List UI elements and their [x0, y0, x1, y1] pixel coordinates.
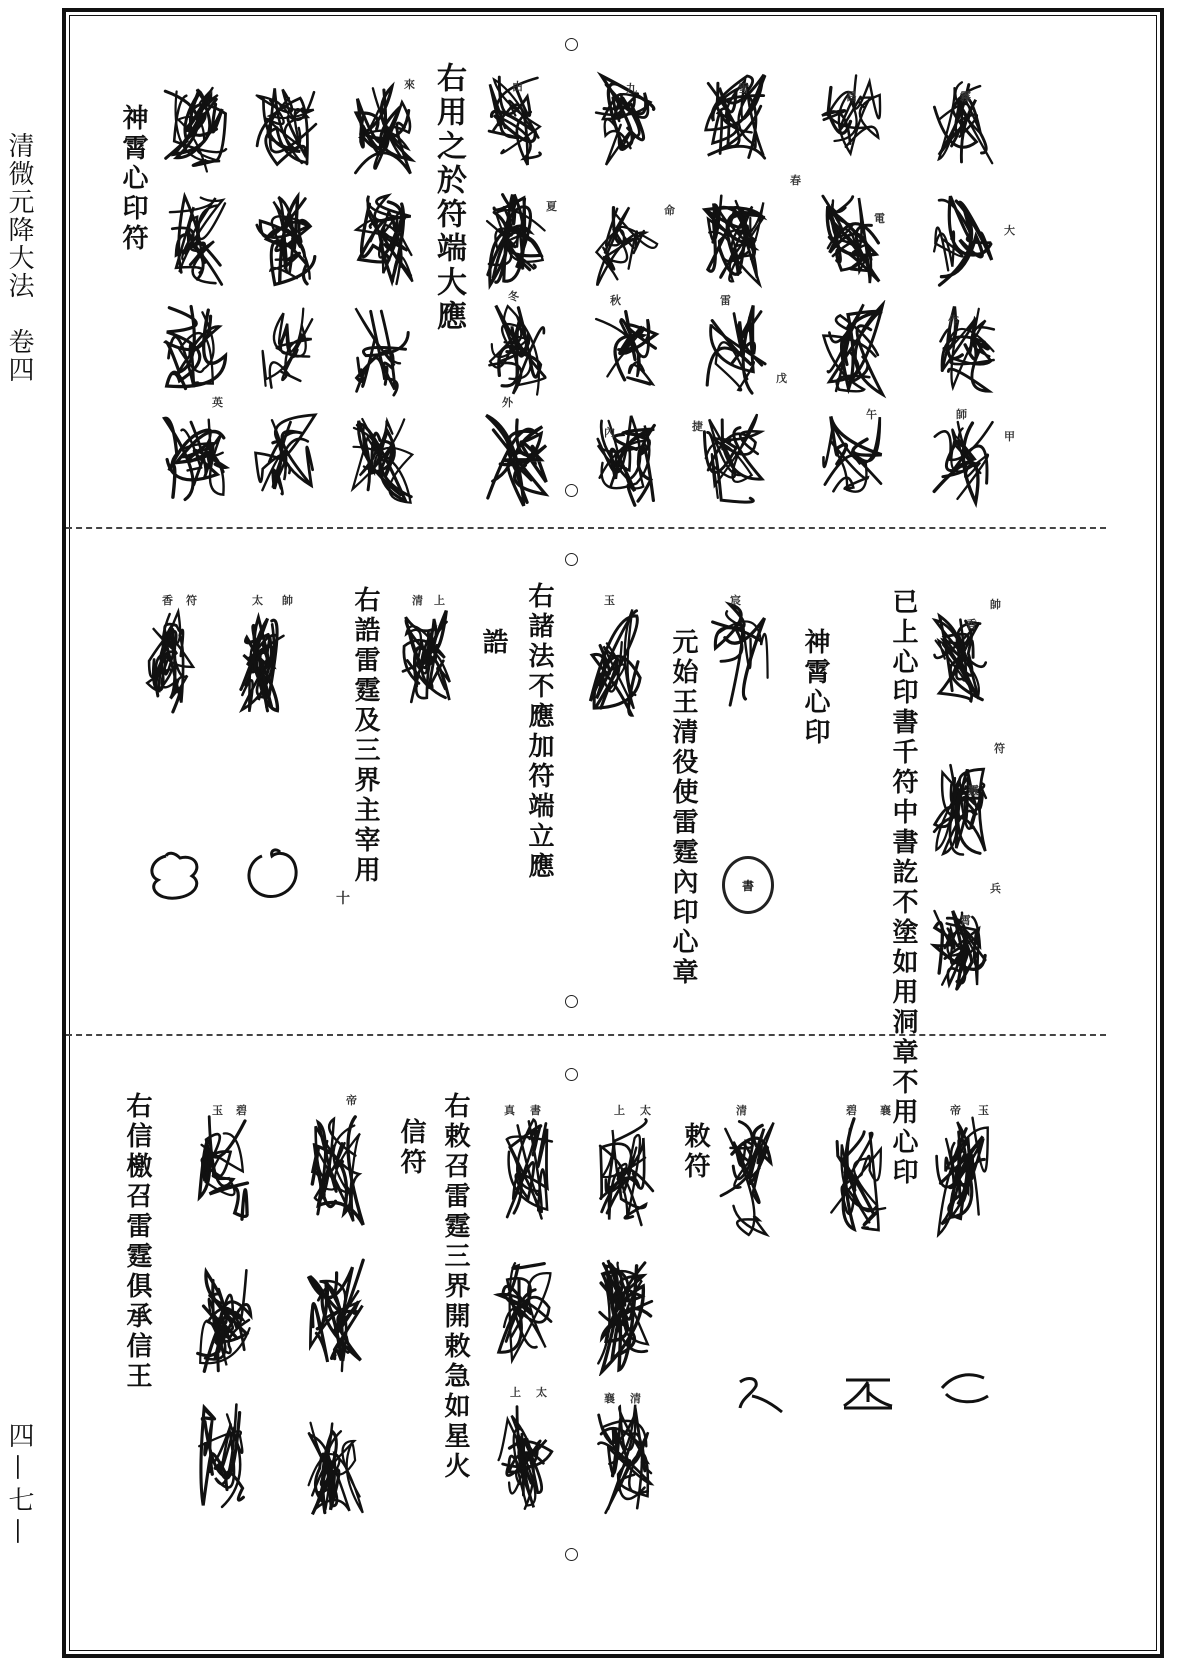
small-mark: 十: [336, 891, 350, 907]
top-talisman: [818, 300, 888, 400]
annotation-char: 太: [640, 1104, 651, 1117]
top-talisman: [250, 410, 320, 510]
annotation-char: 昌: [846, 90, 857, 103]
caption-xin: 右信檄召雷霆俱承信王: [122, 1092, 152, 1392]
bottom-talisman: [304, 1256, 368, 1376]
annotation-char: 書: [530, 1104, 541, 1117]
annotation-char: 靈: [968, 784, 979, 797]
top-talisman: [700, 300, 770, 400]
top-talisman: [700, 410, 770, 510]
caption-apply: 右用之於符端大應: [431, 62, 466, 334]
annotation-char: 午: [866, 408, 877, 421]
annotation-char: 冬: [508, 290, 519, 303]
top-talisman: [160, 80, 230, 180]
annotation-char: 襄: [604, 1392, 615, 1405]
annotation-char: 外: [502, 396, 513, 409]
bottom-talisman: [594, 1256, 658, 1376]
annotation-char: 秋: [610, 294, 621, 307]
top-talisman: [482, 300, 552, 400]
binding-hole: [565, 553, 578, 566]
top-talisman: [160, 300, 230, 400]
annotation-char: 夏: [546, 200, 557, 213]
annotation-char: 襄: [880, 1104, 891, 1117]
annotation-char: 霄: [960, 914, 971, 927]
annotation-char: 雪: [738, 82, 749, 95]
top-talisman: [250, 80, 320, 180]
annotation-char: 玉: [604, 594, 615, 607]
bottom-talisman: [492, 1400, 556, 1520]
annotation-char: 清: [736, 1104, 747, 1117]
bottom-talisman: [304, 1400, 368, 1520]
caption-chi: 右敕召雷霆三界開敕急如星火: [440, 1092, 470, 1482]
annotation-char: 命: [664, 204, 675, 217]
top-talisman: [348, 410, 418, 510]
loop-glyph: [732, 1368, 786, 1416]
annotation-char: 符: [186, 594, 197, 607]
label-chi: 敕符: [680, 1122, 710, 1182]
annotation-char: 太: [536, 1386, 547, 1399]
annotation-char: 師: [956, 408, 967, 421]
annotation-char: 上: [510, 1386, 521, 1399]
annotation-char: 玉: [212, 1104, 223, 1117]
middle-talisman: [398, 606, 454, 716]
bottom-talisman: [192, 1256, 256, 1376]
annotation-char: 碧: [846, 1104, 857, 1117]
annotation-char: 清: [630, 1392, 641, 1405]
middle-talisman: [708, 600, 772, 730]
annotation-char: 內: [604, 426, 615, 439]
note-above: 已上心印書千符中書訖不塗如用洞章不用心印: [888, 588, 918, 1188]
section-divider-top: [66, 527, 1106, 529]
top-talisman: [348, 190, 418, 290]
annotation-char: 英: [212, 396, 223, 409]
label-xin: 信符: [396, 1118, 426, 1178]
annotation-char: 戊: [776, 372, 787, 385]
top-talisman: [700, 190, 770, 290]
loop-glyph: [936, 1368, 996, 1408]
top-talisman: [348, 300, 418, 400]
seal-text: 書: [741, 878, 754, 893]
annotation-char: 霧: [960, 90, 971, 103]
middle-talisman: [236, 606, 292, 716]
page-number: 四—七—: [4, 1422, 34, 1550]
top-talisman: [160, 410, 230, 510]
annotation-char: 清: [412, 594, 423, 607]
bottom-talisman: [930, 1110, 994, 1240]
round-seal: [722, 856, 774, 914]
annotation-char: 碧: [236, 1104, 247, 1117]
caption-fa: 右諸法不應加符端立應: [524, 582, 554, 882]
annotation-char: 帝: [950, 1104, 961, 1117]
annotation-char: 作: [948, 314, 959, 327]
annotation-char: 兵: [990, 882, 1001, 895]
middle-talisman: [930, 760, 990, 860]
caption-gao: 右誥雷霆及三界主宰用: [350, 586, 380, 886]
binding-hole: [565, 484, 578, 497]
top-talisman: [250, 190, 320, 290]
middle-talisman: [930, 610, 990, 710]
binding-hole: [565, 38, 578, 51]
caption-heart-seal: 神霄心印符: [118, 104, 148, 254]
bottom-talisman: [492, 1256, 556, 1376]
top-talisman: [930, 190, 1000, 290]
bottom-talisman: [594, 1400, 658, 1520]
annotation-char: 由: [512, 80, 523, 93]
top-talisman: [930, 300, 1000, 400]
annotation-char: 九: [626, 82, 637, 95]
annotation-char: 上: [614, 1104, 625, 1117]
annotation-char: 真: [504, 1104, 515, 1117]
top-talisman: [592, 300, 662, 400]
bottom-talisman: [716, 1110, 780, 1240]
annotation-char: 玉: [978, 1104, 989, 1117]
top-talisman: [930, 70, 1000, 170]
top-talisman: [818, 190, 888, 290]
annotation-char: 宸: [730, 594, 741, 607]
bottom-talisman: [826, 1110, 890, 1240]
annotation-char: 來: [404, 78, 415, 91]
annotation-char: 帝: [346, 1094, 357, 1107]
bottom-talisman: [192, 1110, 256, 1230]
top-talisman: [482, 190, 552, 290]
top-talisman: [930, 410, 1000, 510]
bottom-talisman: [304, 1110, 368, 1230]
top-talisman: [818, 410, 888, 510]
annotation-char: 甲: [1004, 430, 1015, 443]
caption-yuanshi: 元始王清役使雷霆內印心章: [668, 628, 698, 988]
loop-glyph: [146, 850, 206, 902]
annotation-char: 捷: [692, 420, 703, 433]
top-talisman: [592, 190, 662, 290]
top-talisman: [482, 410, 552, 510]
annotation-char: 太: [252, 594, 263, 607]
binding-hole: [565, 995, 578, 1008]
section-divider-bottom: [66, 1034, 1106, 1036]
annotation-char: 帥: [282, 594, 293, 607]
annotation-char: 電: [874, 212, 885, 225]
loop-glyph: [838, 1372, 898, 1412]
middle-talisman: [142, 606, 198, 716]
loop-glyph: [240, 846, 304, 902]
top-talisman: [348, 80, 418, 180]
label-heart-seal: 神霄心印: [800, 628, 830, 748]
top-talisman: [160, 190, 230, 290]
bottom-talisman: [192, 1400, 256, 1520]
label-gao: 誥: [478, 628, 508, 658]
annotation-char: 香: [162, 594, 173, 607]
top-talisman: [592, 410, 662, 510]
bottom-talisman: [594, 1110, 658, 1230]
annotation-char: 春: [790, 174, 801, 187]
annotation-char: 符: [994, 742, 1005, 755]
middle-talisman: [586, 600, 650, 730]
annotation-char: 香: [966, 618, 977, 631]
top-talisman: [700, 70, 770, 170]
top-talisman: [250, 300, 320, 400]
top-talisman: [818, 70, 888, 170]
binding-hole: [565, 1548, 578, 1561]
book-title: 清微元降大法 卷四: [4, 132, 34, 384]
annotation-char: 雷: [720, 294, 731, 307]
annotation-char: 帥: [990, 598, 1001, 611]
annotation-char: 大: [1004, 224, 1015, 237]
annotation-char: 上: [434, 594, 445, 607]
bottom-talisman: [492, 1110, 556, 1230]
binding-hole: [565, 1068, 578, 1081]
